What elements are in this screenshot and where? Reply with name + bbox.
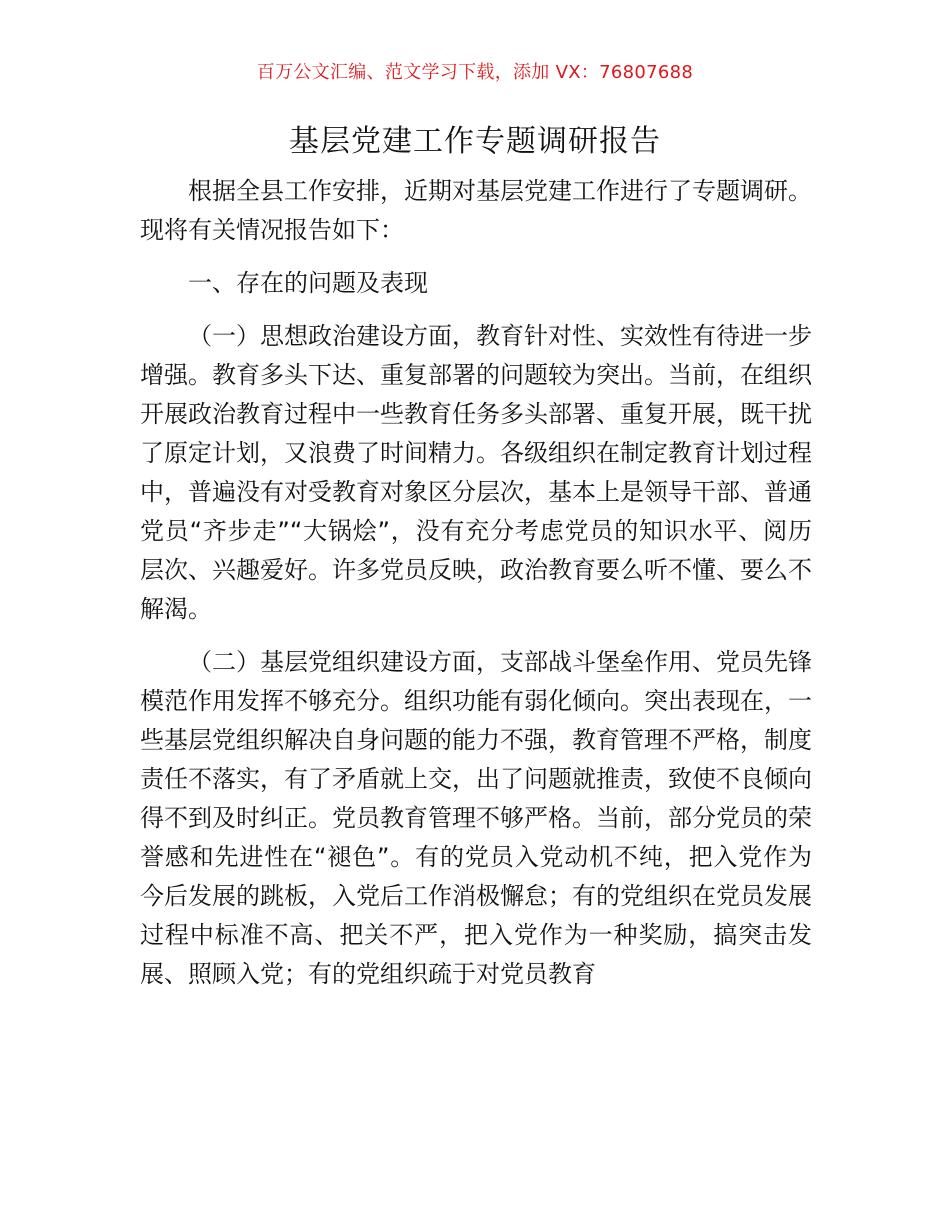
paragraph-section-1-2: （二）基层党组织建设方面，支部战斗堡垒作用、党员先锋模范作用发挥不够充分。组织功能有弱化倾向。突出表现在，一些基层党组织解决自身问题的能力不强，教育管理不严格，制度责任不落实，有了矛盾就上交，出了问题就推责，致使不良倾向得不到及时纠正。党员教育管理不够严格。当前，部分党员的荣誉感和先进性在“褪色”。有的党员入党动机不纯，把入党作为今后发展的跳板，入党后工作消极懈怠；有的党组织在党员发展过程中标准不高、把关不严，把入党作为一种奖励，搞突击发展、照顾入党；有的党组织疏于对党员教育 [140, 648, 812, 988]
paragraph-section-1-1: （一）思想政治建设方面，教育针对性、实效性有待进一步增强。教育多头下达、重复部署的问题较为突出。当前，在组织开展政治教育过程中一些教育任务多头部署、重复开展，既干扰了原定计划，又浪费了时间精力。各级组织在制定教育计划过程中，普遍没有对受教育对象区分层次，基本上是领导干部、普通党员“齐步走”“大锅烩”，没有充分考虑党员的知识水平、阅历层次、兴趣爱好。许多党员反映，政治教育要么听不懂、要么不解渴。 [140, 322, 812, 623]
document-title: 基层党建工作专题调研报告 [289, 124, 661, 159]
header-watermark: 百万公文汇编、范文学习下载，添加 VX：76807688 [256, 62, 694, 83]
section-heading-1: 一、存在的问题及表现 [188, 269, 428, 297]
paragraph-intro: 根据全县工作安排，近期对基层党建工作进行了专题调研。现将有关情况报告如下： [140, 177, 812, 244]
document-body [140, 172, 812, 994]
